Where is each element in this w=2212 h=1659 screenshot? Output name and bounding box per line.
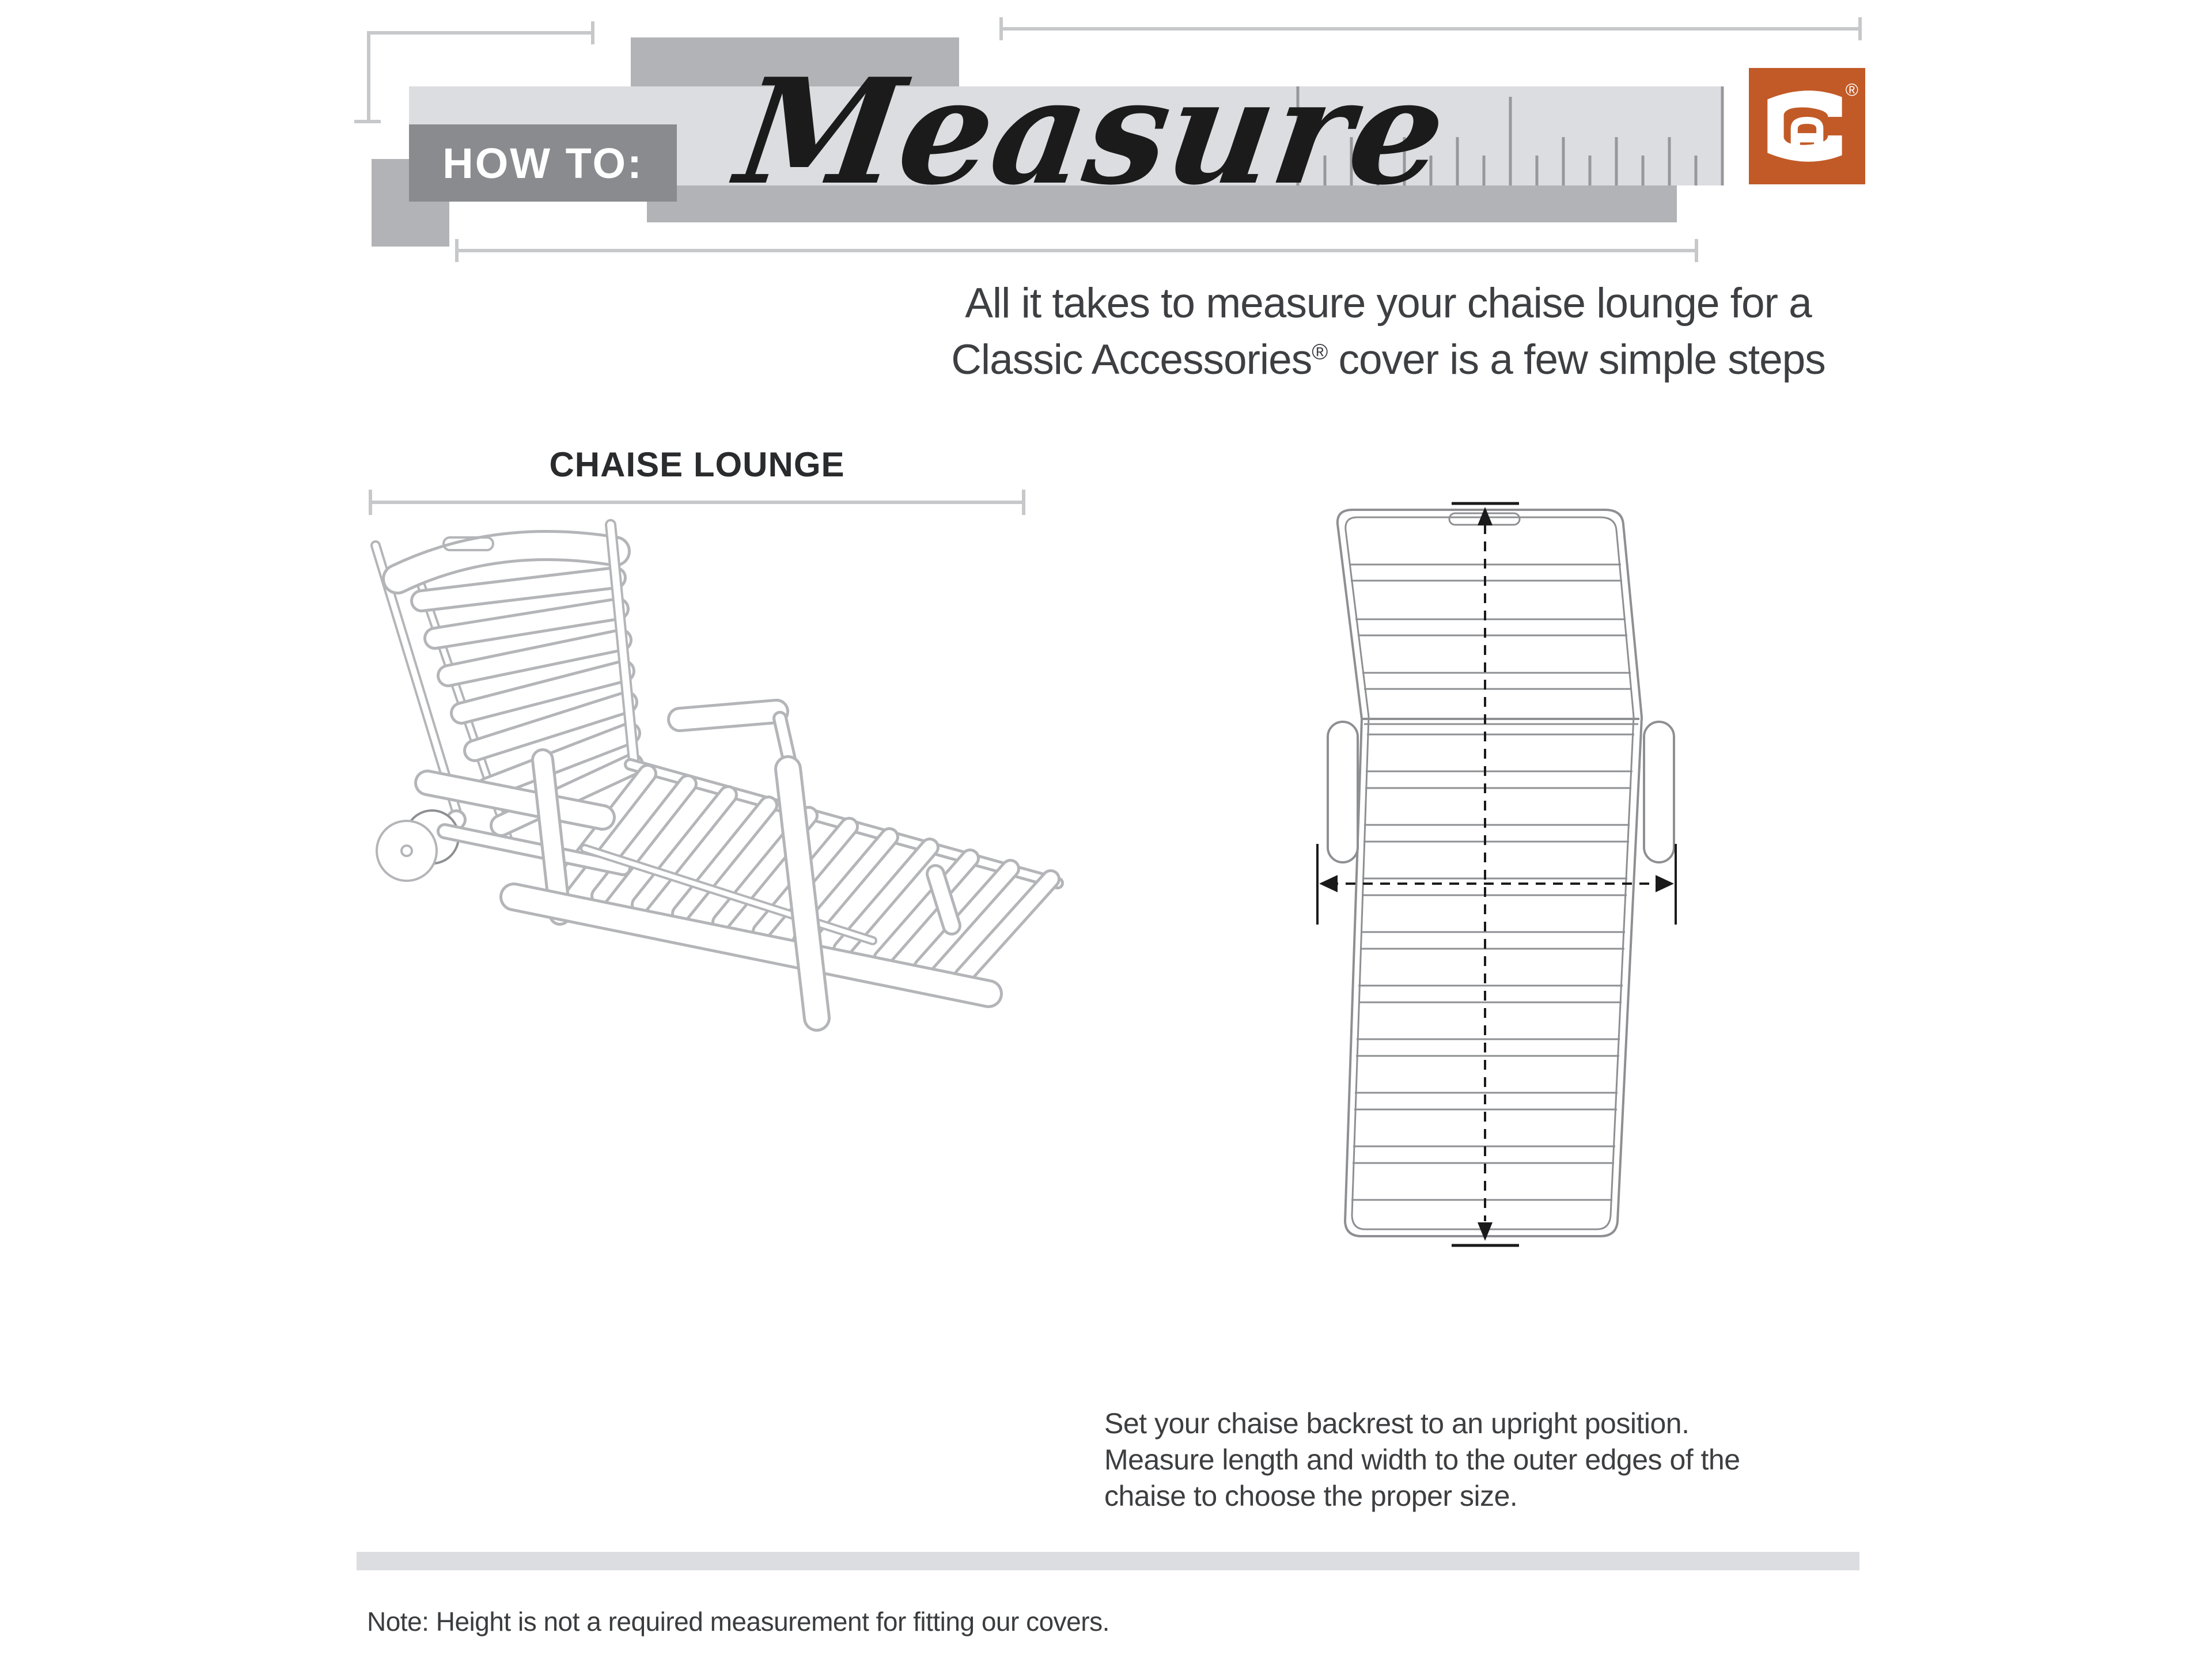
classic-accessories-logo bbox=[1749, 68, 1865, 184]
logo-registered-mark: ® bbox=[1845, 81, 1858, 100]
instruction-line-2: Measure length and width to the outer edges of the bbox=[1104, 1444, 1740, 1476]
width-reference-tick-left bbox=[369, 490, 372, 515]
chaise-line-art bbox=[376, 525, 1058, 1018]
chaise-lounge-sketch bbox=[357, 516, 1071, 1063]
page-title: Measure bbox=[728, 47, 1456, 217]
wheels bbox=[377, 810, 459, 881]
footer-divider bbox=[357, 1552, 1859, 1570]
intro-line-1: All it takes to measure your chaise lounge for a bbox=[965, 280, 1812, 327]
diagram-armrest-right bbox=[1644, 722, 1674, 862]
top-right-bracket-tick-left bbox=[999, 17, 1003, 40]
top-left-bracket-tick bbox=[591, 21, 594, 44]
header-underline-tick-right bbox=[1695, 239, 1698, 262]
diagram-armrest-left bbox=[1328, 722, 1358, 862]
kicker-box bbox=[409, 124, 677, 202]
top-left-bracket-foot bbox=[354, 120, 381, 123]
chaise-lounge-label: CHAISE LOUNGE bbox=[549, 445, 845, 484]
top-down-measure-diagram bbox=[1302, 495, 1705, 1256]
instruction-line-3: chaise to choose the proper size. bbox=[1104, 1480, 1518, 1512]
top-left-bracket-drop bbox=[367, 31, 370, 122]
top-right-bracket-line bbox=[999, 27, 1862, 31]
instruction-text bbox=[1104, 1406, 1740, 1514]
intro-copy bbox=[910, 275, 1866, 388]
logo-a-counter bbox=[1798, 124, 1816, 133]
instruction-line-1: Set your chaise backrest to an upright position. bbox=[1104, 1407, 1690, 1440]
top-left-bracket-line bbox=[367, 31, 593, 35]
header-underline bbox=[455, 249, 1698, 252]
header-underline-tick-left bbox=[455, 239, 459, 262]
intro-line-2: Classic Accessories® cover is a few simple steps bbox=[951, 336, 1825, 383]
width-reference-line bbox=[369, 501, 1025, 504]
footnote-text: Note: Height is not a required measurement for fitting our covers. bbox=[367, 1607, 1109, 1637]
top-right-bracket-tick-right bbox=[1858, 17, 1862, 40]
width-reference-tick-right bbox=[1022, 490, 1025, 515]
kicker-label: HOW TO: bbox=[442, 139, 643, 187]
registered-mark: ® bbox=[1312, 340, 1328, 365]
